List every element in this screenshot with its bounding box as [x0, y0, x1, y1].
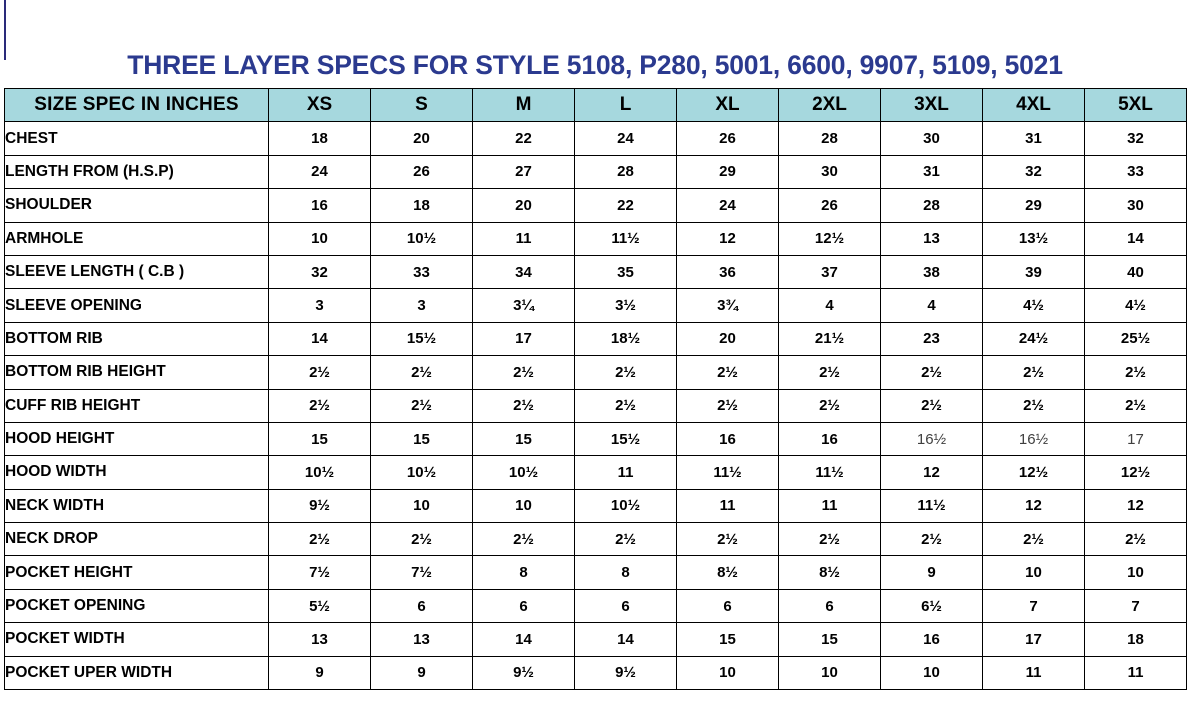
measurement-cell: 4½ [983, 289, 1085, 322]
measurement-cell: 8 [473, 556, 575, 589]
measurement-cell: 10 [1085, 556, 1187, 589]
table-row [5, 456, 1187, 489]
measurement-cell: 15½ [371, 322, 473, 355]
measurement-cell: 6 [575, 589, 677, 622]
measurement-cell: 2½ [371, 523, 473, 556]
measurement-cell: 18 [371, 189, 473, 222]
measurement-cell: 35 [575, 255, 677, 288]
column-header-l: L [575, 89, 677, 122]
measurement-cell: 16 [677, 422, 779, 455]
measurement-cell: 9½ [269, 489, 371, 522]
table-row [5, 189, 1187, 222]
measurement-cell: 4½ [1085, 289, 1187, 322]
table-row [5, 589, 1187, 622]
measurement-cell: 29 [677, 155, 779, 188]
measurement-cell: 18 [1085, 623, 1187, 656]
measurement-cell: 10 [473, 489, 575, 522]
measurement-cell: 12½ [779, 222, 881, 255]
measurement-cell: 2½ [881, 356, 983, 389]
measurement-cell: 18 [269, 122, 371, 155]
measurement-cell: 10½ [371, 456, 473, 489]
measurement-cell: 2½ [575, 356, 677, 389]
measurement-cell: 24 [575, 122, 677, 155]
measurement-cell: 3 [269, 289, 371, 322]
measurement-cell: 6 [779, 589, 881, 622]
measurement-cell: 15 [473, 422, 575, 455]
measurement-cell: 13½ [983, 222, 1085, 255]
measurement-cell: 33 [1085, 155, 1187, 188]
measurement-cell: 20 [371, 122, 473, 155]
measurement-cell: 15 [371, 422, 473, 455]
measurement-cell: 11 [677, 489, 779, 522]
measurement-cell: 8½ [779, 556, 881, 589]
measurement-cell: 7½ [269, 556, 371, 589]
measurement-cell: 2½ [983, 389, 1085, 422]
measurement-cell: 2½ [1085, 523, 1187, 556]
measurement-cell: 17 [1085, 422, 1187, 455]
measurement-cell: 26 [371, 155, 473, 188]
table-row [5, 122, 1187, 155]
measurement-cell: 30 [779, 155, 881, 188]
measurement-cell: 15 [269, 422, 371, 455]
measurement-cell: 16 [269, 189, 371, 222]
column-header-2xl: 2XL [779, 89, 881, 122]
measurement-cell: 10 [881, 656, 983, 689]
row-label: SLEEVE LENGTH ( C.B ) [5, 255, 269, 288]
measurement-cell: 17 [473, 322, 575, 355]
measurement-cell: 26 [779, 189, 881, 222]
row-label: CHEST [5, 122, 269, 155]
measurement-cell: 13 [269, 623, 371, 656]
measurement-cell: 16 [881, 623, 983, 656]
measurement-cell: 2½ [269, 389, 371, 422]
table-row [5, 523, 1187, 556]
measurement-cell: 17 [983, 623, 1085, 656]
measurement-cell: 2½ [575, 523, 677, 556]
measurement-cell: 2½ [371, 389, 473, 422]
measurement-cell: 9 [269, 656, 371, 689]
column-header-m: M [473, 89, 575, 122]
measurement-cell: 10 [677, 656, 779, 689]
measurement-cell: 10½ [269, 456, 371, 489]
measurement-cell: 9 [881, 556, 983, 589]
measurement-cell: 2½ [881, 389, 983, 422]
measurement-cell: 22 [575, 189, 677, 222]
table-head [5, 89, 1187, 122]
measurement-cell: 9 [371, 656, 473, 689]
row-label: SLEEVE OPENING [5, 289, 269, 322]
measurement-cell: 7 [983, 589, 1085, 622]
measurement-cell: 12 [1085, 489, 1187, 522]
measurement-cell: 14 [473, 623, 575, 656]
measurement-cell: 33 [371, 255, 473, 288]
row-label: SHOULDER [5, 189, 269, 222]
table-row [5, 422, 1187, 455]
measurement-cell: 37 [779, 255, 881, 288]
left-margin-rule [4, 0, 6, 60]
measurement-cell: 16 [779, 422, 881, 455]
measurement-cell: 23 [881, 322, 983, 355]
row-label: BOTTOM RIB HEIGHT [5, 356, 269, 389]
measurement-cell: 3¾ [677, 289, 779, 322]
measurement-cell: 11 [575, 456, 677, 489]
measurement-cell: 28 [575, 155, 677, 188]
row-label: NECK DROP [5, 523, 269, 556]
row-label: HOOD HEIGHT [5, 422, 269, 455]
measurement-cell: 12½ [983, 456, 1085, 489]
measurement-cell: 36 [677, 255, 779, 288]
measurement-cell: 11 [473, 222, 575, 255]
row-label: POCKET UPER WIDTH [5, 656, 269, 689]
measurement-cell: 10½ [371, 222, 473, 255]
measurement-cell: 2½ [677, 389, 779, 422]
measurement-cell: 6½ [881, 589, 983, 622]
measurement-cell: 29 [983, 189, 1085, 222]
column-header-5xl: 5XL [1085, 89, 1187, 122]
measurement-cell: 32 [269, 255, 371, 288]
measurement-cell: 11 [983, 656, 1085, 689]
column-header-4xl: 4XL [983, 89, 1085, 122]
page-title: THREE LAYER SPECS FOR STYLE 5108, P280, 5001, 6600, 9907, 5109, 5021 [127, 50, 1063, 80]
table-row [5, 389, 1187, 422]
measurement-cell: 24½ [983, 322, 1085, 355]
measurement-cell: 7 [1085, 589, 1187, 622]
measurement-cell: 11½ [677, 456, 779, 489]
measurement-cell: 18½ [575, 322, 677, 355]
table-row [5, 289, 1187, 322]
measurement-cell: 15 [779, 623, 881, 656]
measurement-cell: 28 [779, 122, 881, 155]
row-label: HOOD WIDTH [5, 456, 269, 489]
measurement-cell: 3½ [575, 289, 677, 322]
measurement-cell: 32 [983, 155, 1085, 188]
measurement-cell: 3 [371, 289, 473, 322]
measurement-cell: 14 [1085, 222, 1187, 255]
measurement-cell: 2½ [677, 356, 779, 389]
measurement-cell: 11½ [881, 489, 983, 522]
table-row [5, 356, 1187, 389]
measurement-cell: 28 [881, 189, 983, 222]
measurement-cell: 2½ [779, 389, 881, 422]
measurement-cell: 11 [1085, 656, 1187, 689]
row-label: ARMHOLE [5, 222, 269, 255]
measurement-cell: 26 [677, 122, 779, 155]
measurement-cell: 12 [677, 222, 779, 255]
measurement-cell: 24 [677, 189, 779, 222]
column-header-s: S [371, 89, 473, 122]
measurement-cell: 2½ [473, 356, 575, 389]
measurement-cell: 2½ [575, 389, 677, 422]
measurement-cell: 10½ [575, 489, 677, 522]
measurement-cell: 10½ [473, 456, 575, 489]
measurement-cell: 11½ [575, 222, 677, 255]
measurement-cell: 2½ [779, 356, 881, 389]
table-row [5, 623, 1187, 656]
measurement-cell: 6 [371, 589, 473, 622]
measurement-cell: 6 [473, 589, 575, 622]
measurement-cell: 31 [881, 155, 983, 188]
row-label: BOTTOM RIB [5, 322, 269, 355]
measurement-cell: 25½ [1085, 322, 1187, 355]
measurement-cell: 30 [881, 122, 983, 155]
measurement-cell: 2½ [269, 523, 371, 556]
measurement-cell: 16½ [881, 422, 983, 455]
table-header-row [5, 89, 1187, 122]
measurement-cell: 34 [473, 255, 575, 288]
measurement-cell: 7½ [371, 556, 473, 589]
table-row [5, 255, 1187, 288]
measurement-cell: 5½ [269, 589, 371, 622]
measurement-cell: 14 [575, 623, 677, 656]
measurement-cell: 4 [881, 289, 983, 322]
measurement-cell: 2½ [983, 523, 1085, 556]
measurement-cell: 6 [677, 589, 779, 622]
measurement-cell: 10 [371, 489, 473, 522]
measurement-cell: 11½ [779, 456, 881, 489]
measurement-cell: 15 [677, 623, 779, 656]
measurement-cell: 22 [473, 122, 575, 155]
column-header-label: SIZE SPEC IN INCHES [5, 89, 269, 122]
row-label: POCKET WIDTH [5, 623, 269, 656]
row-label: CUFF RIB HEIGHT [5, 389, 269, 422]
table-row [5, 222, 1187, 255]
measurement-cell: 2½ [269, 356, 371, 389]
column-header-3xl: 3XL [881, 89, 983, 122]
measurement-cell: 8½ [677, 556, 779, 589]
measurement-cell: 10 [269, 222, 371, 255]
measurement-cell: 24 [269, 155, 371, 188]
measurement-cell: 12½ [1085, 456, 1187, 489]
measurement-cell: 15½ [575, 422, 677, 455]
measurement-cell: 16½ [983, 422, 1085, 455]
table-row [5, 155, 1187, 188]
measurement-cell: 2½ [1085, 389, 1187, 422]
table-row [5, 489, 1187, 522]
measurement-cell: 2½ [473, 389, 575, 422]
measurement-cell: 2½ [473, 523, 575, 556]
measurement-cell: 30 [1085, 189, 1187, 222]
measurement-cell: 10 [983, 556, 1085, 589]
measurement-cell: 2½ [677, 523, 779, 556]
measurement-cell: 8 [575, 556, 677, 589]
measurement-cell: 10 [779, 656, 881, 689]
measurement-cell: 21½ [779, 322, 881, 355]
measurement-cell: 12 [881, 456, 983, 489]
measurement-cell: 20 [473, 189, 575, 222]
measurement-cell: 38 [881, 255, 983, 288]
table-row [5, 322, 1187, 355]
measurement-cell: 4 [779, 289, 881, 322]
column-header-xs: XS [269, 89, 371, 122]
table-row [5, 556, 1187, 589]
row-label: NECK WIDTH [5, 489, 269, 522]
measurement-cell: 20 [677, 322, 779, 355]
column-header-xl: XL [677, 89, 779, 122]
measurement-cell: 3¼ [473, 289, 575, 322]
measurement-cell: 2½ [779, 523, 881, 556]
measurement-cell: 13 [371, 623, 473, 656]
row-label: POCKET HEIGHT [5, 556, 269, 589]
measurement-cell: 9½ [473, 656, 575, 689]
measurement-cell: 9½ [575, 656, 677, 689]
measurement-cell: 2½ [371, 356, 473, 389]
measurement-cell: 11 [779, 489, 881, 522]
measurement-cell: 31 [983, 122, 1085, 155]
measurement-cell: 27 [473, 155, 575, 188]
row-label: LENGTH FROM (H.S.P) [5, 155, 269, 188]
measurement-cell: 2½ [983, 356, 1085, 389]
table-row [5, 656, 1187, 689]
measurement-cell: 39 [983, 255, 1085, 288]
measurement-cell: 2½ [1085, 356, 1187, 389]
table-body [5, 122, 1187, 690]
measurement-cell: 13 [881, 222, 983, 255]
measurement-cell: 12 [983, 489, 1085, 522]
measurement-cell: 2½ [881, 523, 983, 556]
measurement-cell: 14 [269, 322, 371, 355]
measurement-cell: 40 [1085, 255, 1187, 288]
row-label: POCKET OPENING [5, 589, 269, 622]
measurement-cell: 32 [1085, 122, 1187, 155]
size-spec-table [4, 88, 1187, 690]
